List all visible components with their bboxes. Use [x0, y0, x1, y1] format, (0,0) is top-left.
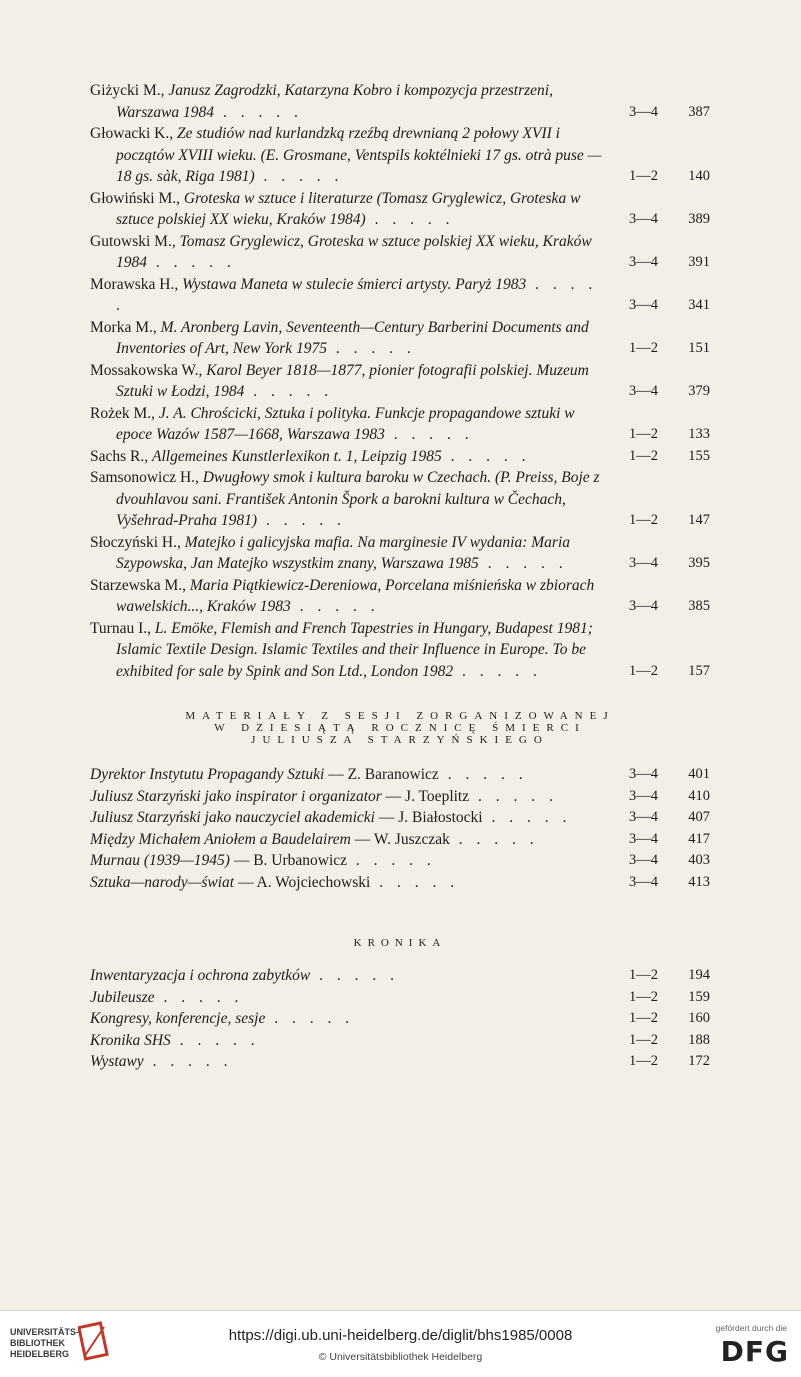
leader-dots: . . . . . — [116, 275, 598, 314]
entry-reference — [614, 829, 710, 851]
entry-page: 155 — [688, 447, 710, 464]
entry-volume: 1—2 — [629, 426, 658, 442]
entry-volume: 3—4 — [629, 103, 658, 120]
kronika-entries — [90, 965, 710, 1073]
entry-page: 151 — [688, 340, 710, 356]
entry-author: — Z. Baranowicz — [324, 766, 439, 783]
leader-dots: . . . . . — [326, 340, 416, 357]
entry-author: — J. Białostocki — [374, 809, 483, 826]
entry-reference — [614, 102, 710, 124]
entry-title: Sztuka—narody—świat — [90, 873, 235, 891]
leader-dots: . . . . . — [265, 1010, 355, 1027]
entry-volume: 1—2 — [629, 168, 658, 184]
leader-dots: . . . . . — [214, 103, 303, 121]
entry-author: — A. Wojciechowski — [234, 873, 371, 891]
index-entry — [90, 987, 710, 1009]
entry-title: Murnau (1939—1945) — [90, 852, 230, 869]
index-entry — [90, 532, 710, 575]
entry-author: Turnau I., — [90, 619, 155, 637]
leader-dots: . . . . . — [257, 512, 346, 529]
entry-reference — [614, 338, 710, 360]
entry-page: 194 — [688, 967, 710, 983]
entry-author: Starzewska M., — [90, 576, 190, 594]
entry-reference — [614, 661, 710, 683]
entry-page: 401 — [688, 766, 710, 782]
entry-author: Słoczyński H., — [90, 533, 185, 551]
entry-reference — [614, 965, 710, 987]
library-logo-text: UNIVERSITÄTS- — [10, 1327, 80, 1337]
leader-dots: . . . . . — [438, 766, 528, 783]
entry-author: Samsonowicz H., — [90, 469, 203, 486]
index-entry — [90, 403, 710, 446]
index-entry — [90, 1051, 710, 1073]
entry-title: Tomasz Gryglewicz, Groteska w sztuce polskiej XX wieku, Kraków 1984 — [116, 232, 592, 271]
leader-dots: . . . . . — [469, 787, 558, 805]
entry-title: Jubileusze — [90, 988, 155, 1006]
viewer-footer — [0, 1310, 801, 1377]
leader-dots: . . . . . — [254, 168, 344, 185]
section-heading-line: MATERIAŁY Z SESJI ZORGANIZOWANEJ — [185, 710, 615, 722]
index-entry — [90, 618, 710, 683]
entry-reference — [614, 510, 710, 532]
entry-reference — [614, 1008, 710, 1030]
entry-title: Dyrektor Instytutu Propagandy Sztuki — [90, 766, 325, 783]
index-entry — [90, 872, 710, 894]
entry-reference — [614, 596, 710, 618]
leader-dots: . . . . . — [478, 555, 568, 572]
entry-page: 133 — [688, 426, 710, 442]
entry-title: Kronika SHS — [90, 1031, 171, 1049]
leader-dots: . . . . . — [147, 254, 236, 271]
index-entry — [90, 274, 710, 317]
index-entry — [90, 231, 710, 274]
entry-title: Maria Piątkiewicz-Dereniowa, Porcelana miśnieńska w zbiorach wawelskich..., Kraków 1983 — [116, 576, 595, 615]
entry-page: 160 — [688, 1010, 710, 1026]
entry-page: 391 — [688, 254, 710, 270]
entry-title: L. Emöke, Flemish and French Tapestries in Hungary, Budapest 1981; Islamic Textile Design. Islamic Textiles and their Influence in Europe. To be exhibited for sale by Spink and Son Ltd., London 1982 — [116, 619, 593, 680]
entry-volume: 3—4 — [629, 555, 658, 571]
leader-dots: . . . . . — [453, 662, 542, 680]
index-entry — [90, 807, 710, 829]
entry-title: Allgemeines Kunstlerlexikon t. 1, Leipzig 1985 — [152, 447, 442, 465]
entry-page: 413 — [688, 873, 710, 890]
entry-reference — [614, 764, 710, 786]
index-entry — [90, 764, 710, 786]
entry-title: Juliusz Starzyński jako inspirator i organizator — [90, 787, 382, 805]
entry-volume: 1—2 — [629, 1031, 658, 1048]
entry-page: 387 — [688, 103, 710, 120]
entry-page: 389 — [688, 211, 710, 227]
entry-reference — [614, 553, 710, 575]
entry-page: 147 — [688, 512, 710, 528]
entry-page: 159 — [688, 988, 710, 1005]
leader-dots: . . . . . — [482, 809, 572, 826]
entry-reference — [614, 850, 710, 872]
library-logo-text: HEIDELBERG — [10, 1349, 70, 1359]
entry-page: 417 — [688, 830, 710, 847]
entry-reference — [614, 381, 710, 403]
entry-reference — [614, 252, 710, 274]
index-entry — [90, 829, 710, 851]
entry-reference — [614, 166, 710, 188]
section-heading-line: W DZIESIĄTĄ ROCZNICĘ ŚMIERCI — [214, 722, 586, 734]
index-entry — [90, 786, 710, 808]
index-content — [90, 80, 710, 1073]
entry-reference — [614, 807, 710, 829]
entry-volume: 3—4 — [629, 766, 658, 782]
index-entry — [90, 80, 710, 123]
sesja-entries — [90, 764, 710, 893]
index-entry — [90, 575, 710, 618]
entry-volume: 3—4 — [629, 297, 658, 313]
leader-dots: . . . . . — [449, 830, 539, 848]
entry-title: Janusz Zagrodzki, Katarzyna Kobro i kompozycja przestrzeni, Warszawa 1984 — [116, 82, 553, 121]
index-entry — [90, 317, 710, 360]
entry-volume: 3—4 — [629, 598, 658, 614]
entry-volume: 1—2 — [629, 512, 658, 528]
entry-page: 172 — [688, 1053, 710, 1069]
entry-author: Morka M., — [90, 318, 161, 336]
entry-page: 341 — [688, 297, 710, 313]
leader-dots: . . . . . — [143, 1053, 233, 1070]
entry-title: Kongresy, konferencje, sesje — [90, 1010, 266, 1027]
entry-volume: 1—2 — [629, 447, 658, 464]
leader-dots: . . . . . — [365, 211, 455, 228]
entry-page: 410 — [688, 787, 710, 804]
index-entry — [90, 850, 710, 872]
entry-title: Groteska w sztuce i literaturze (Tomasz Gryglewicz, Groteska w sztuce polskiej XX wieku, Kraków 1984) — [116, 189, 581, 228]
entry-volume: 1—2 — [629, 1053, 658, 1069]
entry-author: Mossakowska W., — [90, 361, 207, 379]
index-entry — [90, 1030, 710, 1052]
leader-dots: . . . . . — [244, 383, 334, 400]
entry-page: 407 — [688, 809, 710, 825]
entry-title: Dwugłowy smok i kultura baroku w Czechach. (P. Preiss, Boje z dvouhlavou sani. František Antonin Špork a barokni kultura w Čechach, Vyšehrad-Praha 1981) — [116, 469, 600, 529]
entry-author: — B. Urbanowicz — [229, 852, 348, 869]
entry-reference — [614, 1030, 710, 1052]
entry-author: Rożek M., — [90, 404, 159, 422]
index-entry — [90, 188, 710, 231]
entry-author: Gutowski M., — [90, 232, 180, 250]
entry-volume: 1—2 — [629, 967, 658, 983]
entry-author: — W. Juszczak — [350, 830, 450, 848]
entry-reference — [614, 424, 710, 446]
section-heading-kronika: KRONIKA — [353, 937, 447, 949]
entry-reference — [614, 446, 710, 468]
entry-title: J. A. Chrościcki, Sztuka i polityka. Funkcje propagandowe sztuki w epoce Wazów 1587—1668, Warszawa 1983 — [116, 404, 575, 443]
entry-title: Ze studiów nad kurlandzką rzeźbą drewnianą 2 połowy XVII i początów XVIII wieku. (E. Grosmane, Ventspils koktélnieki 17 gs. otrà puse — 18 gs. sàk, Riga 1981) — [116, 125, 602, 185]
index-entry — [90, 467, 710, 532]
entry-page: 385 — [688, 598, 710, 614]
index-entry — [90, 360, 710, 403]
entry-volume: 3—4 — [629, 211, 658, 227]
index-entry — [90, 123, 710, 188]
section-heading-line: JULIUSZA STARZYŃSKIEGO — [251, 734, 549, 746]
leader-dots: . . . . . — [370, 873, 460, 891]
entry-volume: 1—2 — [629, 340, 658, 356]
entry-author: Głowacki K., — [90, 125, 177, 142]
entry-page: 188 — [688, 1031, 710, 1048]
index-entry — [90, 446, 710, 468]
entry-volume: 3—4 — [629, 809, 658, 825]
leader-dots: . . . . . — [290, 598, 380, 615]
entry-author: Sachs R., — [90, 447, 152, 465]
entry-title: M. Aronberg Lavin, Seventeenth—Century Barberini Documents and Inventories of Art, New York 1975 — [116, 318, 589, 357]
library-logo-text: BIBLIOTHEK — [10, 1338, 65, 1348]
entry-reference — [614, 872, 710, 894]
entry-volume: 1—2 — [629, 1010, 658, 1026]
entry-volume: 1—2 — [629, 988, 658, 1005]
entry-page: 379 — [688, 383, 710, 399]
dfg-logo[interactable]: DFG — [720, 1335, 789, 1368]
entry-title: Matejko i galicyjska mafia. Na marginesie IV wydania: Maria Szypowska, Jan Matejko wszystkim znany, Warszawa 1985 — [116, 533, 571, 572]
funded-by-label: gefördert durch die — [715, 1323, 787, 1333]
entry-volume: 3—4 — [629, 787, 658, 804]
entry-volume: 3—4 — [629, 383, 658, 399]
entry-title: Karol Beyer 1818—1877, pionier fotografii polskiej. Muzeum Sztuki w Łodzi, 1984 — [116, 361, 589, 400]
leader-dots: . . . . . — [384, 426, 474, 443]
entry-author: Morawska H., — [90, 275, 183, 293]
review-entries — [90, 80, 710, 682]
entry-volume: 3—4 — [629, 852, 658, 868]
entry-page: 140 — [688, 168, 710, 184]
index-entry — [90, 1008, 710, 1030]
leader-dots: . . . . . — [441, 447, 531, 465]
leader-dots: . . . . . — [170, 1031, 260, 1049]
leader-dots: . . . . . — [347, 852, 436, 869]
entry-page: 395 — [688, 555, 710, 571]
copyright-notice: © Universitätsbibliothek Heidelberg — [318, 1351, 483, 1363]
leader-dots: . . . . . — [154, 988, 244, 1006]
entry-author: Giżycki M., — [90, 82, 169, 99]
leader-dots: . . . . . — [310, 967, 400, 984]
entry-author: Głowiński M., — [90, 189, 184, 207]
entry-reference — [614, 295, 710, 317]
entry-volume: 3—4 — [629, 873, 658, 890]
entry-author: — J. Toeplitz — [381, 787, 470, 805]
entry-page: 403 — [688, 852, 710, 868]
entry-title: Juliusz Starzyński jako nauczyciel akademicki — [90, 809, 375, 826]
index-entry — [90, 965, 710, 987]
entry-volume: 3—4 — [629, 254, 658, 270]
entry-reference — [614, 209, 710, 231]
entry-volume: 3—4 — [629, 830, 658, 847]
entry-title: Wystawy — [90, 1053, 144, 1070]
entry-volume: 1—2 — [629, 662, 658, 679]
entry-title: Inwentaryzacja i ochrona zabytków — [90, 967, 311, 984]
entry-title: Między Michałem Aniołem a Baudelairem — [90, 830, 351, 848]
entry-page: 157 — [688, 662, 710, 679]
section-heading-sesja — [90, 710, 710, 746]
entry-title: Wystawa Maneta w stulecie śmierci artysty. Paryż 1983 — [182, 275, 527, 293]
entry-reference — [614, 1051, 710, 1073]
entry-reference — [614, 987, 710, 1009]
permalink-url[interactable]: https://digi.ub.uni-heidelberg.de/diglit/bhs1985/0008 — [228, 1327, 573, 1344]
entry-reference — [614, 786, 710, 808]
